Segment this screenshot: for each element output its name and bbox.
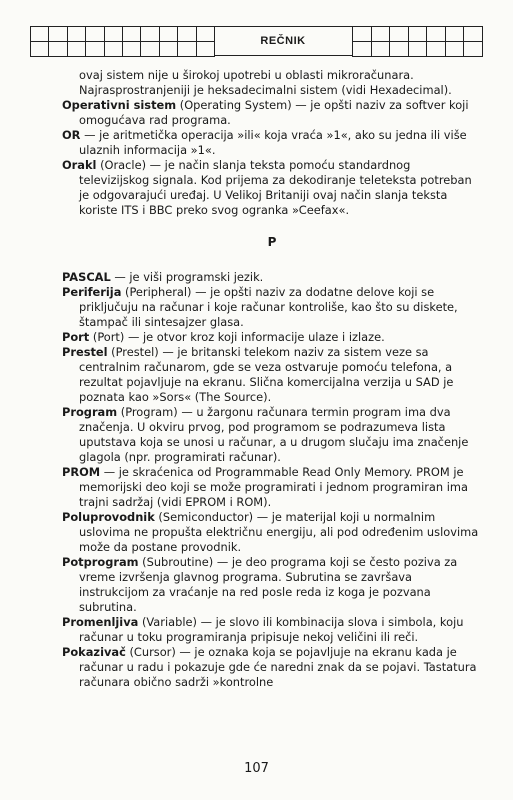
entry-term: Poluprovodnik [62, 510, 155, 524]
glossary-entry [62, 158, 482, 218]
glossary-entry [62, 645, 482, 690]
entry-definition: (Prestel) — je britanski telekom naziv za sistem veze sa centralnim računarom, gde se veza ostvaruje pomoću telefona, a rezultat pojavljuje na ekranu. Slična komercijalna verzija u SAD je poznata kao »Sors« (The Source). [79, 345, 454, 404]
entry-term: Operativni sistem [62, 98, 177, 112]
entry-definition: (Variable) — je slovo ili kombinacija slova i simbola, koju računar u toku programiranja pripisuje nekoj veličini ili reči. [79, 615, 464, 644]
entry-term: Orakl [62, 158, 97, 172]
entry-definition: — je viši programski jezik. [110, 270, 264, 284]
entry-definition: — je aritmetička operacija »ili« koja vraća »1«, ako su jedna ili više ulaznih informacija »1«. [79, 128, 467, 157]
entry-term: Prestel [62, 345, 108, 359]
glossary-entry [62, 615, 482, 645]
glossary-entry [62, 330, 482, 345]
entry-definition: (Peripheral) — je opšti naziv za dodatne delove koji se priključuju na računar i koje računar kontroliše, kao što su diskete, štampač ili sintesajzer glasa. [79, 285, 458, 329]
entry-term: Promenljiva [62, 615, 139, 629]
glossary-body [62, 68, 482, 690]
page-number: 107 [244, 761, 269, 776]
entry-definition: (Port) — je otvor kroz koji informacije ulaze i izlaze. [89, 330, 385, 344]
entry-definition: (Semiconductor) — je materijal koji u normalnim uslovima ne propušta električnu energiju, ali pod određenim uslovima može da postane provodnik. [79, 510, 479, 554]
entry-term: PROM [62, 465, 101, 479]
entry-term: Periferija [62, 285, 122, 299]
entry-definition: (Operating System) — je opšti naziv za softver koji omogućava rad programa. [79, 98, 469, 127]
entry-definition: (Oracle) — je način slanja teksta pomoću standardnog televizijskog signala. Kod prijema za dekodiranje teleteksta potreban je odgovarajući uređaj. U Velikoj Britaniji ovaj način slanja teksta koriste ITS i BBC preko svog ogranka »Ceefax«. [79, 158, 472, 217]
header-grid-left [30, 26, 215, 57]
section-letter: P [267, 235, 277, 249]
entry-definition: — je skraćenica od Programmable Read Only Memory. PROM je memorijski deo koji se može programirati i jednom programiran ima trajni sadržaj (vidi EPROM i ROM). [79, 465, 468, 509]
entry-definition: (Subroutine) — je deo programa koji se često poziva za vreme izvršenja glavnog programa. Subrutina se završava instrukcijom za vraćanje na red posle reda iz koga je pozvana subrutina. [79, 555, 458, 614]
entry-term: Port [62, 330, 90, 344]
glossary-entry [62, 345, 482, 405]
glossary-entry [62, 285, 482, 330]
glossary-entry [62, 510, 482, 555]
glossary-entry [62, 405, 482, 465]
entry-definition: (Program) — u žargonu računara termin program ima dva značenja. U okviru prvog, pod programom se podrazumeva lista uputstava koja se unosi u računar, a u drugom slučaju ima značenje glagola (npr. programirati računar). [79, 405, 469, 464]
entry-term: OR [62, 128, 81, 142]
glossary-entry [62, 128, 482, 158]
running-header [30, 26, 482, 56]
glossary-entry [62, 465, 482, 510]
entry-term: Pokazivač [62, 645, 126, 659]
entry-term: PASCAL [62, 270, 111, 284]
header-grid-right [352, 26, 483, 57]
header-title: REČNIK [214, 26, 352, 56]
entry-term: Potprogram [62, 555, 139, 569]
entry-term: Program [62, 405, 118, 419]
glossary-entry [62, 270, 482, 285]
entry-definition: (Cursor) — je oznaka koja se pojavljuje na ekranu kada je računar u radu i pokazuje gde će naredni znak da se pojavi. Tastatura računara obično sadrži »kontrolne [79, 645, 477, 689]
continued-entry-text: ovaj sistem nije u širokoj upotrebi u oblasti mikroračunara. Najrasprostranjeniji je heksadecimalni sistem (vidi Hexadecimal). [79, 68, 452, 97]
glossary-entry [62, 98, 482, 128]
glossary-entry [62, 555, 482, 615]
